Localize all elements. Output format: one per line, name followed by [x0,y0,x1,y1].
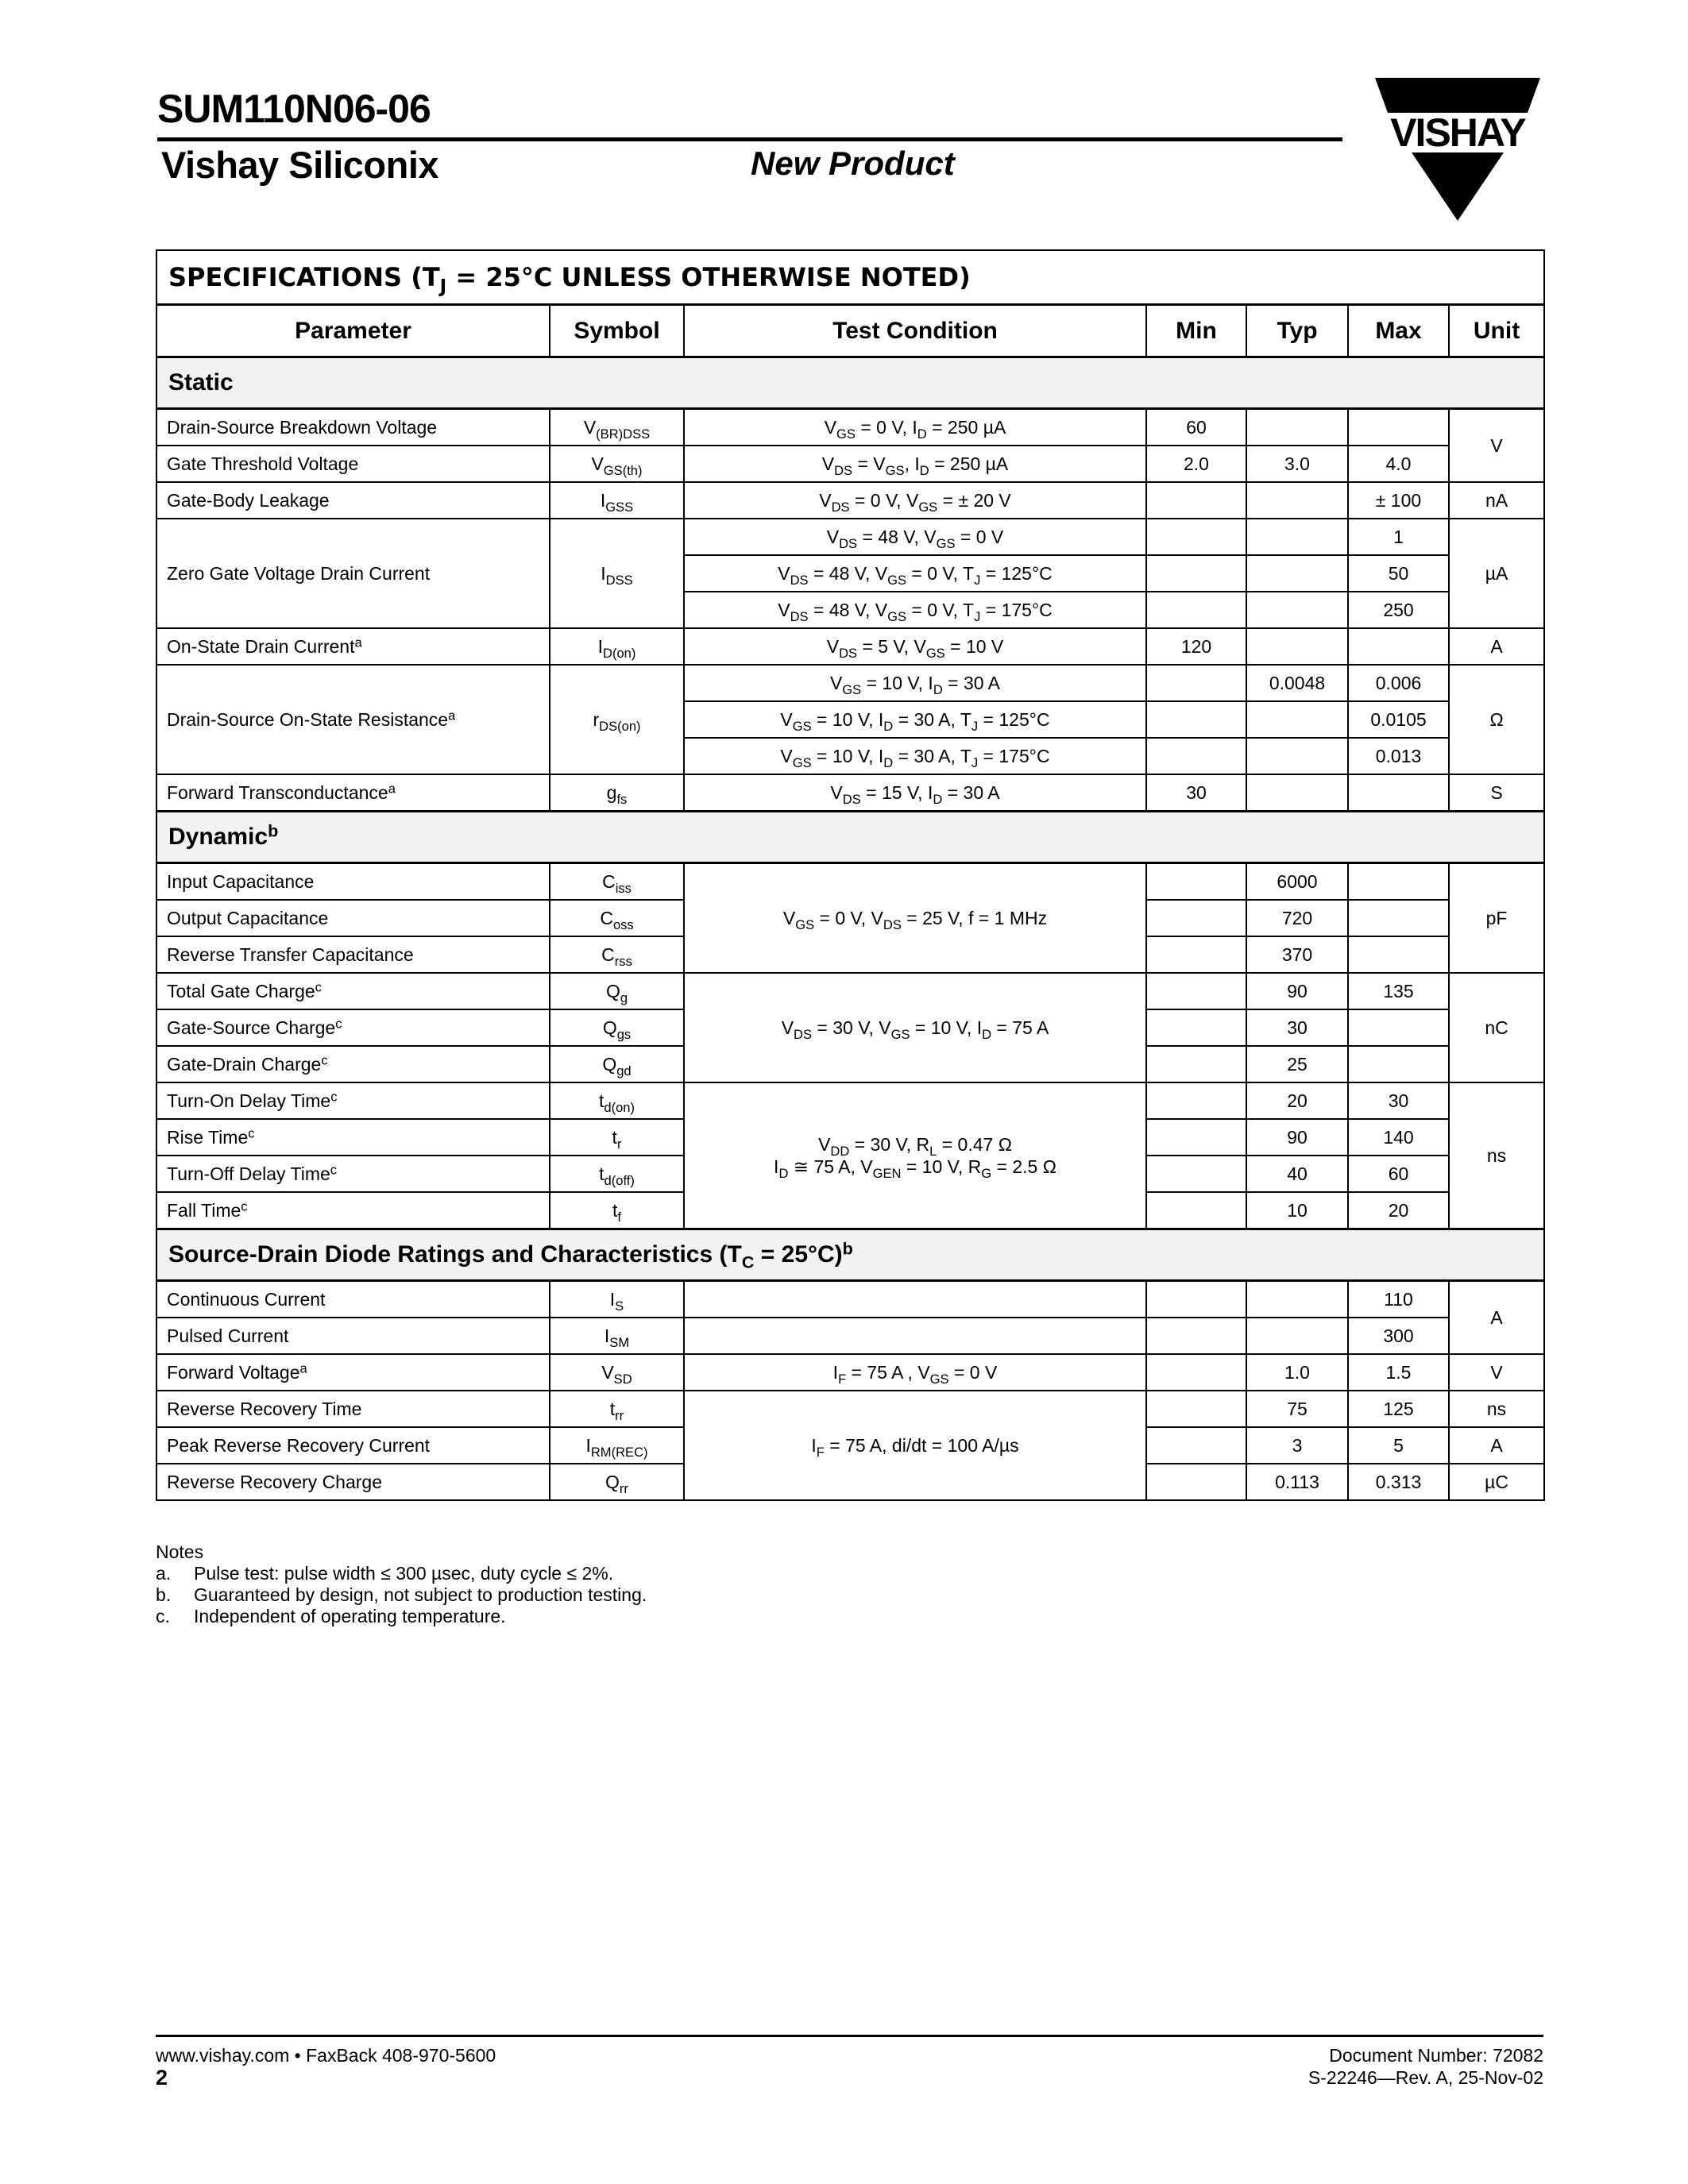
part-number: SUM110N06-06 [157,87,431,131]
note-item: b. Guaranteed by design, not subject to production testing. [156,1584,647,1605]
table-row: Turn-Off Delay Time$^c$ $t_{d(off)}$ 40 60 [156,1156,1544,1192]
table-row: $V_{DS} = 48$ V, $V_{GS} = 0$ V, $T_J = 125^\circ C$ 50 [156,555,1544,592]
company-name: Vishay Siliconix [161,144,439,186]
note-item: c. Independent of operating temperature. [156,1606,506,1626]
page-number: 2 [156,2066,168,2089]
table-row: Total Gate Charge$^c$ $Q_g$ $V_{DS} = 30$ V, $V_{GS} = 10$ V, $I_D = 75$ A 90 135 nC [156,973,1544,1009]
table-row: Rise Time$^c$ $t_r$ 90 140 [156,1119,1544,1156]
symbol: $I_{SM}$ [550,1318,684,1354]
symbol: $C_{iss}$ [550,863,684,901]
symbol: $I_S$ [550,1281,684,1318]
column-header-row [156,305,1544,357]
symbol: $Q_{gd}$ [550,1046,684,1082]
table-row: Drain-Source On-State Resistance$^a$ $r_{DS(on)}$ $V_{GS} = 10$ V, $I_D = 30$ A 0.0048 0.006 Ω [156,665,1544,701]
logo-text: VISHAY [1390,110,1525,155]
test-condition: $V_{DS} = 15$ V, $I_D = 30$ A [684,774,1146,812]
test-condition: $I_F = 75$ A , $V_{GS} = 0$ V [684,1354,1146,1391]
symbol: $Q_{gs}$ [550,1009,684,1046]
test-condition: $V_{DS} = 48$ V, $V_{GS} = 0$ V [684,519,1146,555]
symbol: $t_{rr}$ [550,1391,684,1427]
test-condition: $V_{GS} = 0$ V, $V_{DS} = 25$ V, f = 1 MHz [684,863,1146,974]
header-rule [157,137,1342,141]
section-dynamic: Dynamic$^b$ [156,812,1544,863]
table-row: On-State Drain Current$^a$ $I_{D(on)}$ $V_{DS} = 5$ V, $V_{GS} = 10$ V 120 A [156,628,1544,665]
symbol: $I_{D(on)}$ [550,628,684,665]
test-condition: $V_{DS} = 0$ V, $V_{GS}$ = ± 20 V [684,482,1146,519]
vishay-logo [1370,76,1545,221]
section-source-drain: Source-Drain Diode Ratings and Characteristics $(T_C = 25^\circ C)^b$ [156,1229,1544,1281]
table-row: Pulsed Current $I_{SM}$ 300 [156,1318,1544,1354]
new-product-tag: New Product [751,145,955,182]
symbol: $C_{oss}$ [550,900,684,936]
symbol: $I_{GSS}$ [550,482,684,519]
test-condition: $V_{DS} = 30$ V, $V_{GS} = 10$ V, $I_D = 75$ A [684,973,1146,1082]
table-row: Forward Voltage$^a$ $V_{SD}$ $I_F = 75$ A , $V_{GS} = 0$ V 1.0 1.5 V [156,1354,1544,1391]
col-typ: Typ [1246,305,1348,357]
symbol: $t_r$ [550,1119,684,1156]
footer-right [1308,2044,1543,2089]
test-condition: $V_{DD} = 30$ V, $R_L = 0.47$ Ω $I_D$ ≅ 75 A, $V_{GEN} = 10$ V, $R_G = 2.5$ Ω [684,1082,1146,1229]
test-condition: $V_{DS} = 48$ V, $V_{GS} = 0$ V, $T_J = 125^\circ C$ [684,555,1146,592]
table-row: $V_{DS} = 48$ V, $V_{GS} = 0$ V, $T_J = 175^\circ C$ 250 [156,592,1544,628]
symbol: $t_{d(on)}$ [550,1082,684,1119]
document-number: Document Number: 72082 [1329,2045,1543,2066]
notes-heading: Notes [156,1542,204,1562]
test-condition: $V_{GS} = 10$ V, $I_D = 30$ A, $T_J = 175^\circ C$ [684,738,1146,774]
symbol: $V_{SD}$ [550,1354,684,1391]
table-row: Reverse Transfer Capacitance $C_{rss}$ 370 [156,936,1544,973]
symbol: $V_{(BR)DSS}$ [550,409,684,446]
symbol: $r_{DS(on)}$ [550,665,684,774]
symbol: $I_{RM(REC)}$ [550,1427,684,1464]
note-item: a. Pulse test: pulse width ≤ 300 µsec, duty cycle ≤ 2%. [156,1563,614,1584]
table-row: $V_{GS} = 10$ V, $I_D = 30$ A, $T_J = 125^\circ C$ 0.0105 [156,701,1544,738]
table-row: Input Capacitance $C_{iss}$ $V_{GS} = 0$ V, $V_{DS} = 25$ V, f = 1 MHz 6000 pF [156,863,1544,901]
table-row: Forward Transconductance$^a$ $g_{fs}$ $V_{DS} = 15$ V, $I_D = 30$ A 30 S [156,774,1544,812]
notes [156,1542,647,1627]
symbol: $t_{d(off)}$ [550,1156,684,1192]
symbol: $I_{DSS}$ [550,519,684,628]
col-symbol: Symbol [550,305,684,357]
footer-rule [156,2035,1543,2037]
col-min: Min [1146,305,1246,357]
symbol: $V_{GS(th)}$ [550,446,684,482]
test-condition: $V_{DS} = 5$ V, $V_{GS} = 10$ V [684,628,1146,665]
symbol: $g_{fs}$ [550,774,684,812]
test-condition: $I_F = 75$ A, di/dt = 100 A/µs [684,1391,1146,1500]
table-row: Output Capacitance $C_{oss}$ 720 [156,900,1544,936]
table-row: Gate-Source Charge$^c$ $Q_{gs}$ 30 [156,1009,1544,1046]
footer-website: www.vishay.com • FaxBack 408-970-5600 [156,2045,496,2066]
test-condition: $V_{GS} = 0$ V, $I_D = 250$ µA [684,409,1146,446]
table-row: Turn-On Delay Time$^c$ $t_{d(on)}$ $V_{DD} = 30$ V, $R_L = 0.47$ Ω $I_D$ ≅ 75 A, $V_{GEN} = 10$ V, $R_G = 2.5$ Ω 20 30 ns [156,1082,1544,1119]
table-row: Peak Reverse Recovery Current $I_{RM(REC)}$ 3 5 A [156,1427,1544,1464]
test-condition: $V_{DS} = 48$ V, $V_{GS} = 0$ V, $T_J = 175^\circ C$ [684,592,1146,628]
symbol: $Q_g$ [550,973,684,1009]
test-condition: $V_{GS} = 10$ V, $I_D = 30$ A [684,665,1146,701]
footer-left [156,2044,496,2089]
col-max: Max [1348,305,1449,357]
table-title: SPECIFICATIONS ($T_J = 25^\circ C$ UNLESS OTHERWISE NOTED) [156,250,1544,305]
revision: S-22246—Rev. A, 25-Nov-02 [1308,2067,1543,2088]
table-row: Continuous Current $I_S$ 110 A [156,1281,1544,1318]
specifications-table [156,249,1545,1501]
table-row: Gate-Drain Charge$^c$ $Q_{gd}$ 25 [156,1046,1544,1082]
table-row: Zero Gate Voltage Drain Current $I_{DSS}$ $V_{DS} = 48$ V, $V_{GS} = 0$ V 1 µA [156,519,1544,555]
col-unit: Unit [1449,305,1544,357]
table-row: Gate Threshold Voltage $V_{GS(th)}$ $V_{DS} = V_{GS}$, $I_D = 250$ µA 2.0 3.0 4.0 [156,446,1544,482]
table-row: $V_{GS} = 10$ V, $I_D = 30$ A, $T_J = 175^\circ C$ 0.013 [156,738,1544,774]
col-parameter: Parameter [156,305,550,357]
col-test-condition: Test Condition [684,305,1146,357]
symbol: $t_f$ [550,1192,684,1229]
symbol: $Q_{rr}$ [550,1464,684,1500]
table-row: Reverse Recovery Charge $Q_{rr}$ 0.113 0.313 µC [156,1464,1544,1500]
test-condition: $V_{DS} = V_{GS}$, $I_D = 250$ µA [684,446,1146,482]
symbol: $C_{rss}$ [550,936,684,973]
table-row: Drain-Source Breakdown Voltage $V_{(BR)DSS}$ $V_{GS} = 0$ V, $I_D = 250$ µA 60 V [156,409,1544,446]
test-condition: $V_{GS} = 10$ V, $I_D = 30$ A, $T_J = 125^\circ C$ [684,701,1146,738]
section-static: Static [156,357,1544,409]
table-row: Gate-Body Leakage $I_{GSS}$ $V_{DS} = 0$ V, $V_{GS}$ = ± 20 V ± 100 nA [156,482,1544,519]
table-row: Reverse Recovery Time $t_{rr}$ $I_F = 75$ A, di/dt = 100 A/µs 75 125 ns [156,1391,1544,1427]
table-row: Fall Time$^c$ $t_f$ 10 20 [156,1192,1544,1229]
